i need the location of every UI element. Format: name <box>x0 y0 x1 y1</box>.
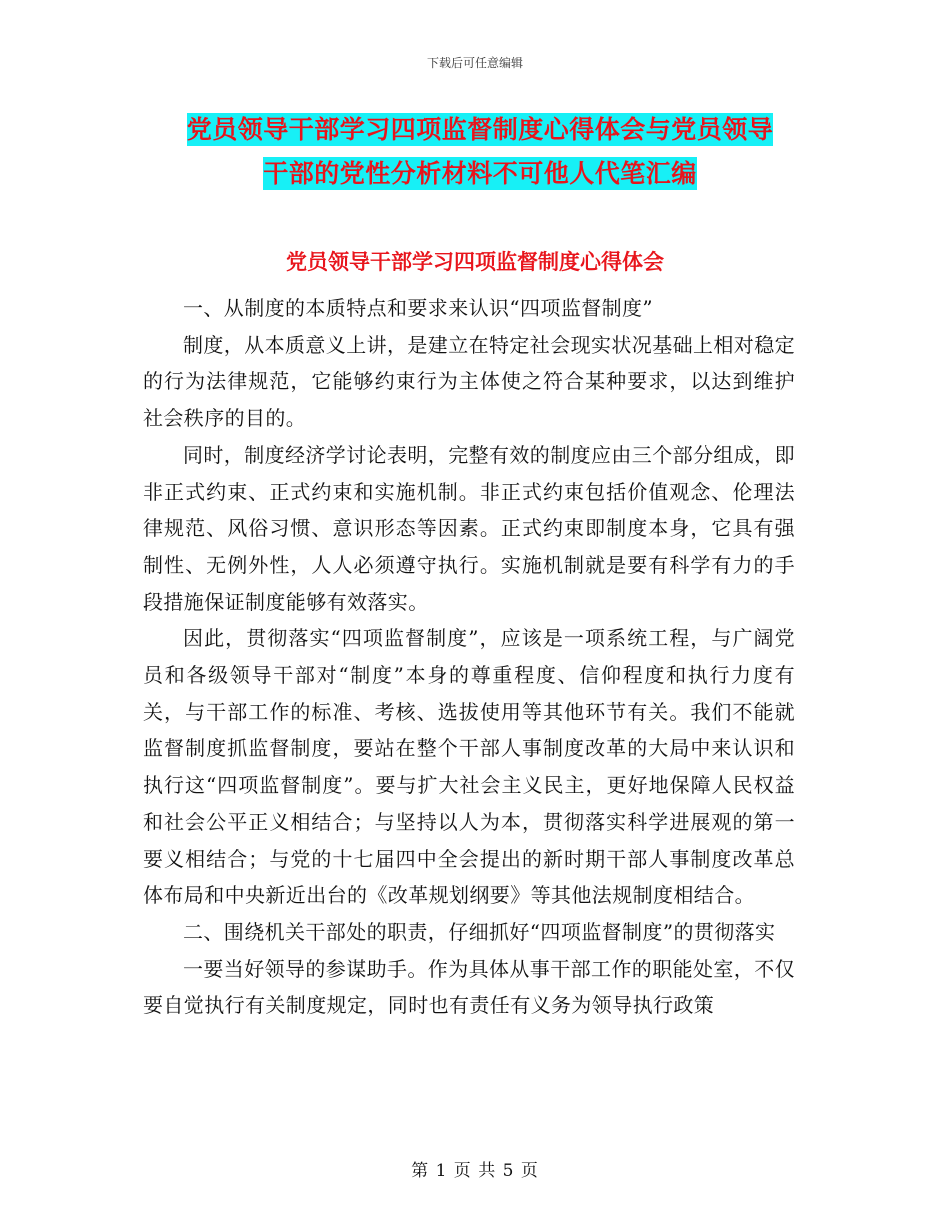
main-title <box>140 108 820 196</box>
main-title-line-2-text: 干部的党性分析材料不可他人代笔汇编 <box>263 159 697 188</box>
paragraph: 一、从制度的本质特点和要求来认识“四项监督制度” <box>183 296 654 320</box>
paragraph: 制度，从本质意义上讲，是建立在特定社会现实状况基础上相对稳定的行为法律规范，它能够约束行为主体使之符合某种要求，以达到维护社会秩序的目的。 <box>143 332 795 431</box>
main-title-line-1 <box>140 108 820 152</box>
document-body <box>143 290 795 1024</box>
header-note: 下载后可任意编辑 <box>426 56 523 70</box>
main-title-line-1-text: 党员领导干部学习四项监督制度心得体会与党员领导 <box>186 115 774 144</box>
section-title: 党员领导干部学习四项监督制度心得体会 <box>286 250 664 274</box>
page-footer: 第 1 页 共 5 页 <box>411 1161 539 1181</box>
paragraph: 同时，制度经济学讨论表明，完整有效的制度应由三个部分组成，即非正式约束、正式约束和实施机制。非正式约束包括价值观念、伦理法律规范、风俗习惯、意识形态等因素。正式约束即制度本身，它具有强制性、无例外性，人人必须遵守执行。实施机制就是要有科学有力的手段措施保证制度能够有效落实。 <box>143 442 795 614</box>
paragraph: 一要当好领导的参谋助手。作为具体从事干部工作的职能处室，不仅要自觉执行有关制度规定，同时也有责任有义务为领导执行政策 <box>143 956 795 1018</box>
main-title-line-2 <box>140 152 820 196</box>
paragraph: 二、围绕机关干部处的职责，仔细抓好“四项监督制度”的贯彻落实 <box>183 919 776 944</box>
paragraph: 因此，贯彻落实“四项监督制度”，应该是一项系统工程，与广阔党员和各级领导干部对“制度”本身的尊重程度、信仰程度和执行力度有关，与干部工作的标准、考核、选拔使用等其他环节有关。我们不能就监督制度抓监督制度，要站在整个干部人事制度改革的大局中来认识和执行这“四项监督制度”。要与扩大社会主义民主，更好地保障人民权益和社会公平正义相结合；与坚持以人为本，贯彻落实科学进展观的第一要义相结合；与党的十七届四中全会提出的新时期干部人事制度改革总体布局和中央新近出台的《改革规划纲要》等其他法规制度相结合。 <box>143 626 795 908</box>
